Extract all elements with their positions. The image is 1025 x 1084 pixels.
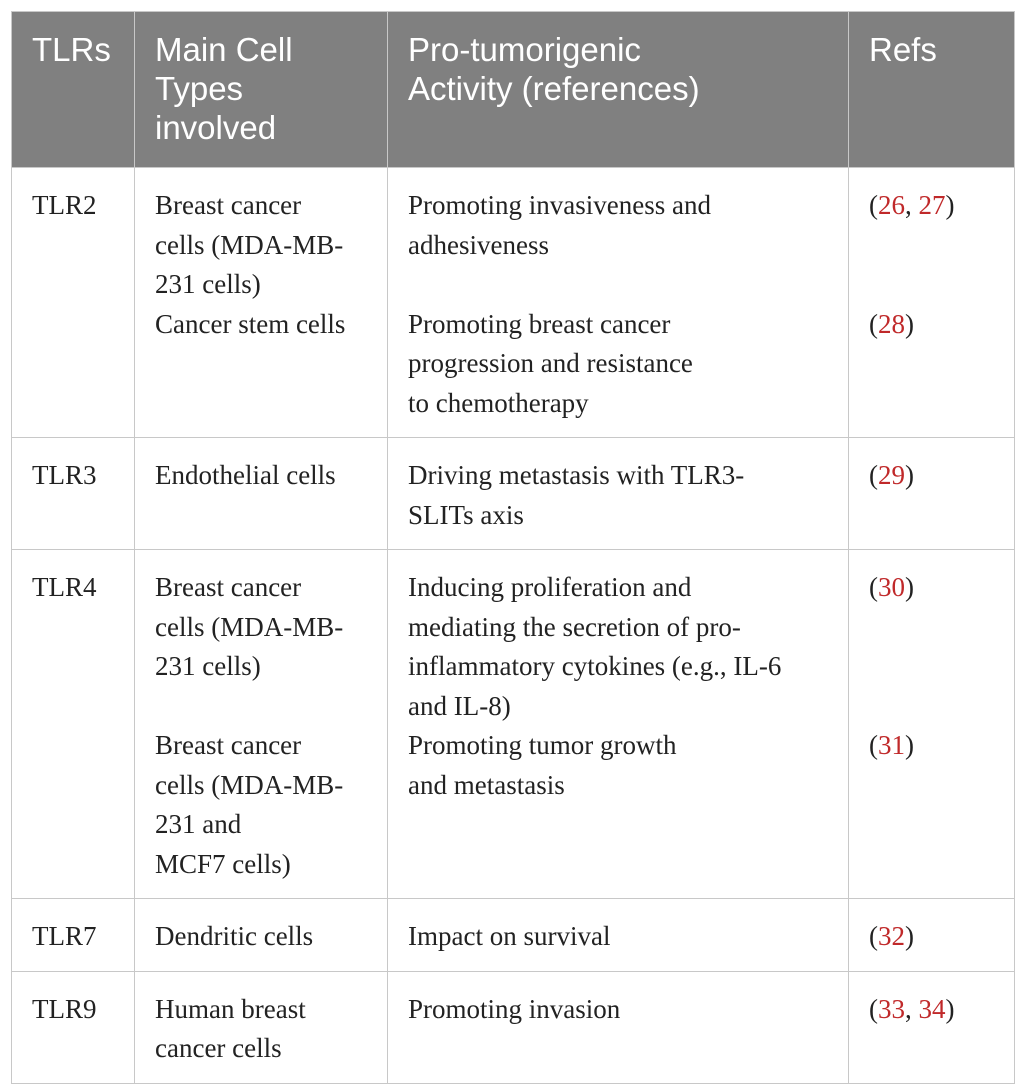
header-main-cell-types: Main Cell Types involved xyxy=(135,12,388,168)
cell-cell-types: Breast cancer cells (MDA-MB- 231 cells) Breast cancer cells (MDA-MB- 231 and MCF7 cells) xyxy=(135,550,388,899)
header-tlrs: TLRs xyxy=(12,12,135,168)
ref-link[interactable]: 26 xyxy=(878,190,905,220)
cell-activity: Promoting invasion xyxy=(388,971,849,1083)
table-row xyxy=(12,899,1015,972)
table-row xyxy=(12,971,1015,1083)
cell-tlr: TLR2 xyxy=(12,168,135,438)
table-header-row xyxy=(12,12,1015,168)
ref-link[interactable]: 31 xyxy=(878,730,905,760)
cell-cell-types: Breast cancer cells (MDA-MB- 231 cells) Cancer stem cells xyxy=(135,168,388,438)
header-pro-tumorigenic-activity: Pro-tumorigenic Activity (references) xyxy=(388,12,849,168)
ref-link[interactable]: 30 xyxy=(878,572,905,602)
cell-tlr: TLR3 xyxy=(12,438,135,550)
cell-tlr: TLR4 xyxy=(12,550,135,899)
cell-cell-types: Human breast cancer cells xyxy=(135,971,388,1083)
tlr-table xyxy=(11,11,1015,1084)
ref-link[interactable]: 28 xyxy=(878,308,905,339)
cell-cell-types: Endothelial cells xyxy=(135,438,388,550)
ref-link[interactable]: 27 xyxy=(918,190,946,220)
table-row xyxy=(12,168,1015,438)
cell-cell-types: Dendritic cells xyxy=(135,899,388,972)
header-refs: Refs xyxy=(849,12,1015,168)
cell-tlr: TLR7 xyxy=(12,899,135,972)
cell-refs: (33, 34) xyxy=(849,971,1015,1083)
cell-activity: Promoting invasiveness and adhesiveness Promoting breast cancer progression and resistance to chemotherapy xyxy=(388,168,849,438)
cell-activity: Driving metastasis with TLR3- SLITs axis xyxy=(388,438,849,550)
cell-tlr: TLR9 xyxy=(12,971,135,1083)
ref-link[interactable]: 32 xyxy=(878,921,905,951)
cell-activity: Impact on survival xyxy=(388,899,849,972)
table-row xyxy=(12,550,1015,899)
cell-refs: (26, 27) (28) xyxy=(849,168,1015,438)
ref-link[interactable]: 34 xyxy=(918,993,946,1024)
table-row xyxy=(12,438,1015,550)
ref-link[interactable]: 29 xyxy=(878,460,905,490)
ref-link[interactable]: 33 xyxy=(878,993,905,1024)
cell-activity: Inducing proliferation and mediating the secretion of pro- inflammatory cytokines (e.g., IL-6 and IL-8) Promoting tumor growth and metastasis xyxy=(388,550,849,899)
cell-refs: (32) xyxy=(849,899,1015,972)
cell-refs: (30) (31) xyxy=(849,550,1015,899)
cell-refs: (29) xyxy=(849,438,1015,550)
